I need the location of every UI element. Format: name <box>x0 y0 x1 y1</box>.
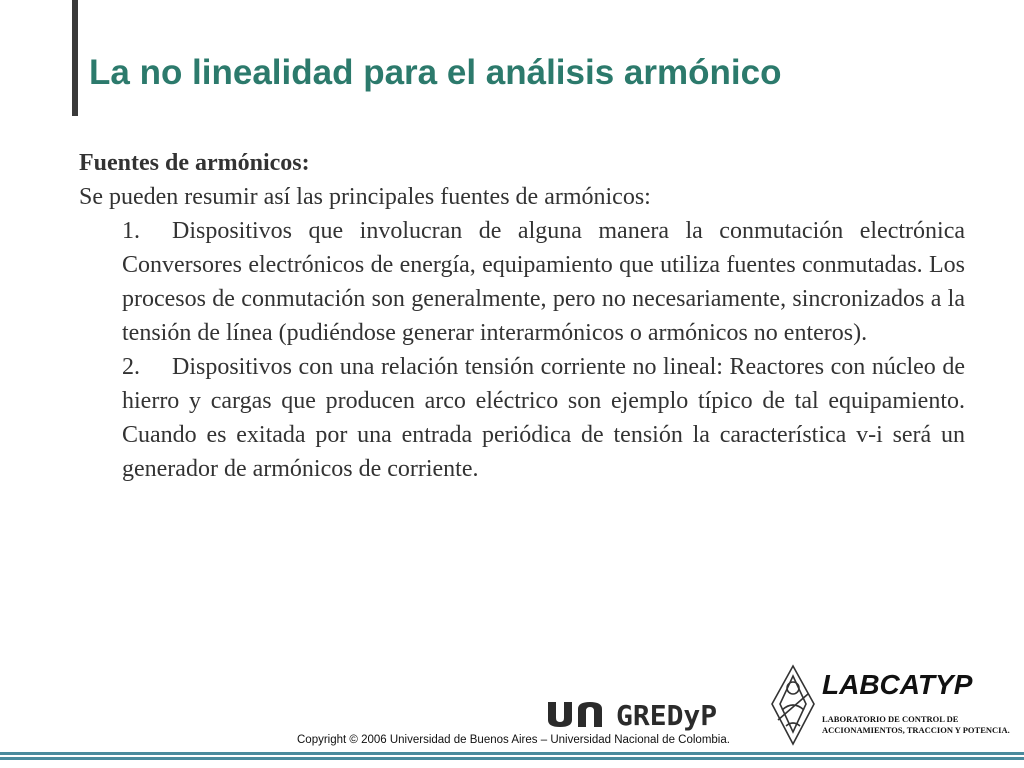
un-logo-icon <box>546 700 606 728</box>
labcatyp-subtitle <box>822 714 1010 736</box>
footer-rule-bottom <box>0 757 1024 760</box>
copyright-text: Copyright © 2006 Universidad de Buenos Aires – Universidad Nacional de Colombia. <box>297 734 730 746</box>
labcatyp-emblem-icon <box>768 664 818 746</box>
intro-text: Se pueden resumir así las principales fuentes de armónicos: <box>79 184 651 210</box>
labcatyp-subtitle-line: LABORATORIO DE CONTROL DE <box>822 714 959 724</box>
list-item-number: 1. <box>122 218 140 244</box>
slide-title: La no linealidad para el análisis armónico <box>89 53 782 92</box>
footer-rule-top <box>0 752 1024 755</box>
labcatyp-logo: LABCATYP <box>822 669 973 700</box>
list-item <box>79 350 965 486</box>
gredyp-logo: GREDyP <box>616 699 718 732</box>
title-accent-bar <box>72 0 78 116</box>
list-item-number: 2. <box>122 354 140 380</box>
list-item-text: Dispositivos con una relación tensión corriente no lineal: Reactores con núcleo de hierro y cargas que producen arco eléctrico son ejemplo típico de tal equipamiento. Cuando es exitada por una entrada periódica de tensión la característica v-i será un generador de armónicos de corriente. <box>122 354 965 482</box>
labcatyp-subtitle-line: ACCIONAMIENTOS, TRACCION Y POTENCIA. <box>822 725 1010 735</box>
list-item-text: Dispositivos que involucran de alguna manera la conmutación electrónica Conversores electrónicos de energía, equipamiento que utiliza fuentes conmutadas. Los procesos de conmutación son generalmente, pero no necesariamente, sincronizados a la tensión de línea (pudiéndose generar interarmónicos o armónicos no enteros). <box>122 218 965 346</box>
section-heading: Fuentes de armónicos: <box>79 150 310 176</box>
list-item <box>79 214 965 350</box>
slide-body <box>79 146 965 486</box>
